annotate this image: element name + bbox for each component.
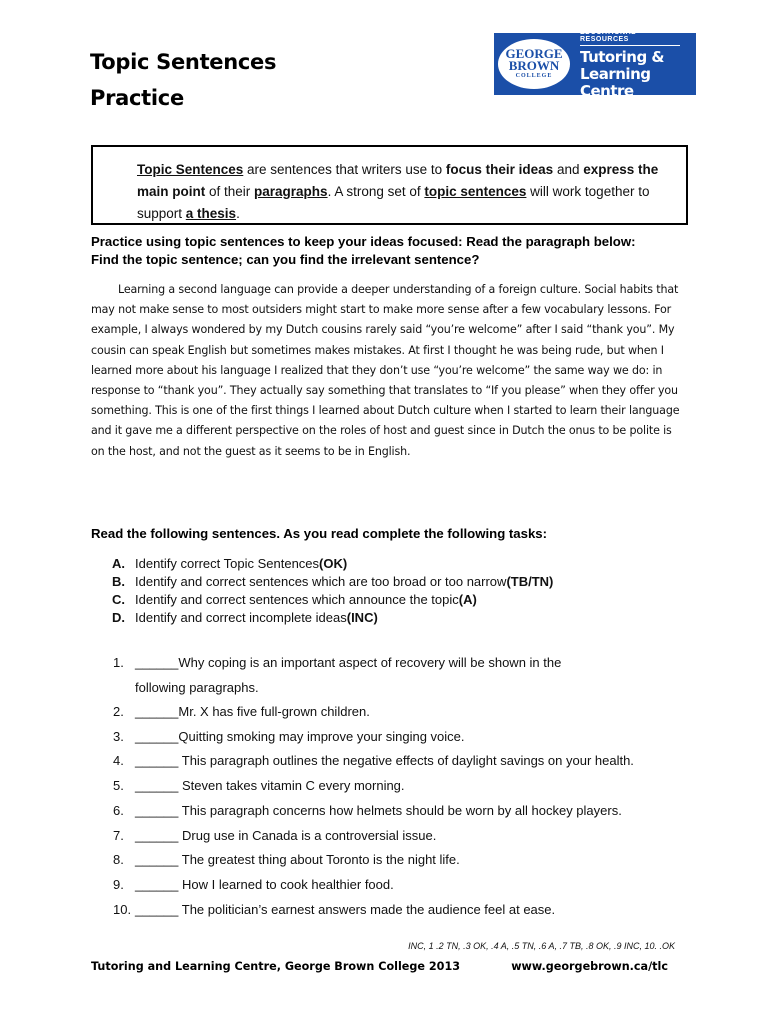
answer-key: INC, 1 .2 TN, .3 OK, .4 A, .5 TN, .6 A, .7 TB, .8 OK, .9 INC, 10. .OK [408, 941, 675, 951]
college-logo [494, 28, 696, 100]
task-item [112, 609, 553, 627]
task-text: Identify and correct incomplete ideas [135, 610, 347, 625]
exercise-item [113, 873, 673, 898]
footer-url: www.georgebrown.ca/tlc [511, 960, 668, 973]
exercise-number: 3. [113, 728, 124, 744]
logo-centre-line2: Learning Centre [580, 64, 651, 100]
task-letter: D. [112, 610, 125, 625]
exercise-number: 2. [113, 704, 124, 719]
exercise-item [113, 650, 673, 700]
exercise-text: ______ This paragraph concerns how helmets should be worn by all hockey players. [135, 802, 622, 818]
def-text: will work together to support [137, 184, 650, 221]
exercise-number: 10. [113, 901, 132, 917]
task-letter: B. [112, 574, 125, 589]
def-bold-express: express the main point [137, 162, 659, 199]
def-term-paragraphs: paragraphs [254, 184, 328, 199]
def-term-topic-sentences: Topic Sentences [137, 162, 244, 177]
task-code: (INC) [346, 610, 378, 625]
task-text: Identify and correct sentences which are too broad or too narrow [135, 574, 507, 589]
exercise-item [113, 799, 673, 824]
exercise-item [113, 749, 673, 774]
page-title: Topic Sentences [90, 50, 277, 74]
task-code: (A) [458, 592, 477, 607]
sample-paragraph: Learning a second language can provide a deeper understanding of a foreign culture. Social habits that may not make sense to most outsiders might start to make more sense after a few vocabulary lessons. For example, I always wondered by my Dutch cousins rarely said “you’re welcome” after I said “thank you”. My cousin can speak English but sometimes makes mistakes. At first I thought he was being rude, but when I learned more about his language I realized that they don’t use “you’re welcome” the same way we do: in response to “thank you”. They actually say something that translates to “If you please” when they offer you something. This is one of the first things I learned about Dutch culture when I started to learn their language and it gave me a different perspective on the roles of host and guest since in Dutch the onus to be polite is on the host, and not the guest as it seems to be in English. [91, 283, 680, 458]
exercise-number: 6. [113, 802, 124, 818]
logo-school-line1: GEORGE [505, 46, 563, 61]
task-text: Identify correct Topic Sentences [135, 556, 320, 571]
instructions [91, 233, 691, 269]
def-text: of their [205, 184, 255, 199]
exercise-number: 9. [113, 876, 124, 892]
exercise-text [135, 650, 673, 700]
exercise-text: ______ How I learned to cook healthier food. [135, 876, 394, 892]
logo-text [574, 28, 696, 100]
logo-emblem [494, 33, 574, 95]
instructions-line2: Find the topic sentence; can you find the irrelevant sentence? [91, 252, 480, 267]
exercise-list [113, 650, 673, 922]
def-text: and [553, 162, 584, 177]
exercise-number: 4. [113, 753, 124, 769]
exercise-number: 8. [113, 852, 124, 868]
def-text: . A strong set of [327, 184, 425, 199]
logo-school-line2: BROWN [508, 58, 560, 73]
task-letter: A. [112, 556, 125, 571]
exercise-text-line1: ______Why coping is an important aspect of recovery will be shown in the [135, 655, 562, 670]
instructions-line1: Practice using topic sentences to keep your ideas focused: Read the paragraph below: [91, 234, 636, 249]
def-text: . [236, 206, 240, 221]
task-code: (OK) [319, 556, 348, 571]
logo-school-line3: COLLEGE [515, 73, 553, 79]
exercise-item [113, 774, 673, 799]
def-term-topic-sentences-2: topic sentences [424, 184, 527, 199]
task-item [112, 591, 553, 609]
def-term-thesis: a thesis [185, 206, 237, 221]
exercise-item [113, 898, 673, 923]
logo-centre-line1: Tutoring & [580, 47, 664, 66]
footer-credit: Tutoring and Learning Centre, George Brown College 2013 [91, 960, 461, 973]
tasks-heading: Read the following sentences. As you read complete the following tasks: [91, 526, 548, 541]
exercise-number: 7. [113, 827, 124, 843]
task-code: (TB/TN) [506, 574, 554, 589]
logo-edu-resources: EDUCATIONAL RESOURCES [580, 29, 680, 46]
exercise-text: ______ This paragraph outlines the negative effects of daylight savings on your health. [135, 753, 634, 769]
task-item [112, 573, 553, 591]
def-text: are sentences that writers use to [243, 162, 446, 177]
exercise-text-line2: following paragraphs. [135, 680, 259, 695]
exercise-text: ______ Drug use in Canada is a controversial issue. [135, 827, 437, 843]
exercise-text: ______ Steven takes vitamin C every morning. [135, 778, 405, 794]
exercise-text: ______Mr. X has five full-grown children. [135, 704, 370, 719]
exercise-text: ______Quitting smoking may improve your singing voice. [135, 728, 465, 744]
page-subtitle: Practice [90, 86, 184, 110]
exercise-text: ______ The greatest thing about Toronto is the night life. [135, 852, 460, 868]
task-list [112, 555, 553, 627]
exercise-text: ______ The politician’s earnest answers made the audience feel at ease. [135, 901, 556, 917]
task-letter: C. [112, 592, 125, 607]
exercise-item [113, 824, 673, 849]
exercise-number: 5. [113, 778, 124, 794]
exercise-item [113, 848, 673, 873]
def-bold-focus: focus their ideas [445, 162, 554, 177]
exercise-item [113, 725, 673, 750]
definition-box [91, 145, 688, 225]
exercise-item [113, 700, 673, 725]
logo-oval [498, 39, 570, 89]
task-item [112, 555, 553, 573]
exercise-number: 1. [113, 655, 124, 670]
task-text: Identify and correct sentences which announce the topic [135, 592, 459, 607]
